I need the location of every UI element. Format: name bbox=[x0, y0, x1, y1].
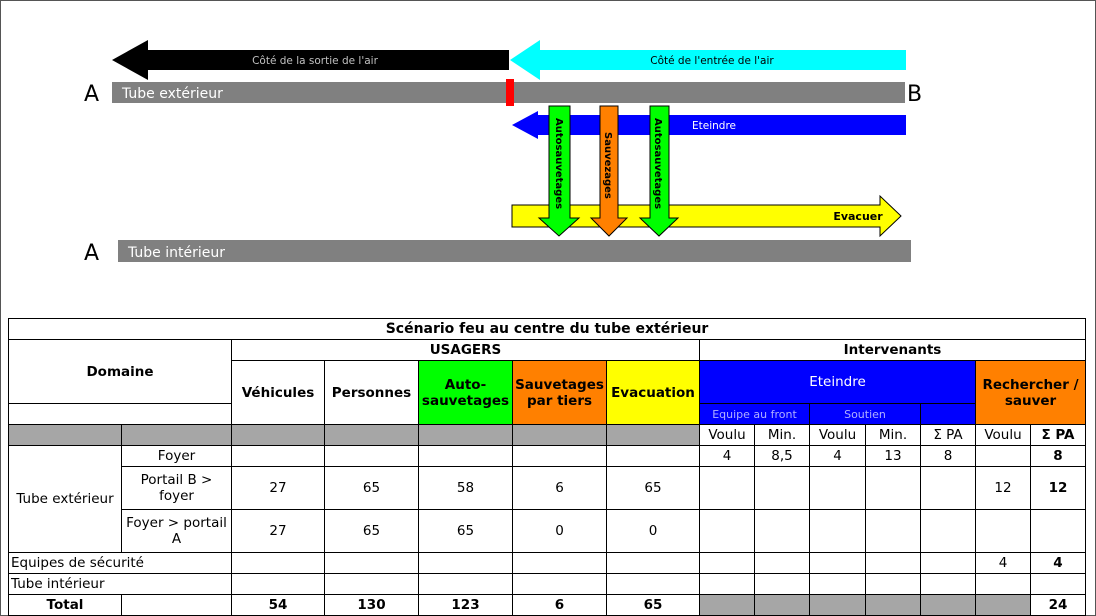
grey-cell bbox=[607, 425, 700, 446]
table-cell bbox=[866, 553, 921, 574]
table-cell bbox=[755, 574, 810, 595]
table-cell bbox=[122, 595, 232, 616]
table-cell bbox=[325, 574, 419, 595]
grey-cell bbox=[921, 595, 976, 616]
tube-exterieur-row-label: Tube extérieur bbox=[9, 446, 122, 553]
foyer-a-evac: 0 bbox=[607, 510, 700, 553]
table-cell bbox=[866, 467, 921, 510]
foyer-rs-voulu bbox=[976, 446, 1031, 467]
autosauvetage-label-1: Autosauvetages bbox=[553, 118, 564, 210]
grey-cell bbox=[325, 425, 419, 446]
portail-b-label: Portail B > foyer bbox=[122, 467, 232, 510]
grey-cell bbox=[9, 425, 122, 446]
evacuation-header: Evacuation bbox=[607, 361, 700, 425]
grey-cell bbox=[513, 425, 607, 446]
table-cell bbox=[866, 574, 921, 595]
grey-cell bbox=[700, 595, 755, 616]
table-cell bbox=[1031, 574, 1086, 595]
foyer-a-label: Foyer > portail A bbox=[122, 510, 232, 553]
total-personnes: 130 bbox=[325, 595, 419, 616]
table-cell bbox=[325, 553, 419, 574]
autosauvetages-header: Auto- sauvetages bbox=[419, 361, 513, 425]
tube-interieur-label: Tube intérieur bbox=[128, 245, 226, 261]
domaine-header: Domaine bbox=[9, 340, 232, 404]
min-header: Min. bbox=[866, 425, 921, 446]
portail-b-evac: 65 bbox=[607, 467, 700, 510]
voulu-header: Voulu bbox=[700, 425, 755, 446]
voulu-header: Voulu bbox=[976, 425, 1031, 446]
table-cell bbox=[1031, 510, 1086, 553]
table-cell bbox=[921, 574, 976, 595]
table-cell bbox=[810, 553, 866, 574]
table-cell bbox=[921, 467, 976, 510]
foyer-voulu-1: 4 bbox=[700, 446, 755, 467]
table-title: Scénario feu au centre du tube extérieur bbox=[9, 319, 1086, 340]
table-cell bbox=[232, 574, 325, 595]
eteindre-header: Eteindre bbox=[700, 361, 976, 404]
soutien-header: Soutien bbox=[810, 404, 921, 425]
foyer-min-2: 13 bbox=[866, 446, 921, 467]
personnes-header: Personnes bbox=[325, 361, 419, 425]
grey-cell bbox=[976, 595, 1031, 616]
equipes-rs: 4 bbox=[976, 553, 1031, 574]
grey-cell bbox=[122, 425, 232, 446]
grey-cell bbox=[419, 425, 513, 446]
vehicules-header: Véhicules bbox=[232, 361, 325, 425]
spa-header: Σ PA bbox=[1031, 425, 1086, 446]
foyer-spa: 8 bbox=[921, 446, 976, 467]
foyer-min-1: 8,5 bbox=[755, 446, 810, 467]
table-cell bbox=[921, 553, 976, 574]
scenario-table bbox=[8, 318, 1086, 616]
foyer-total: 8 bbox=[1031, 446, 1086, 467]
label-b: B bbox=[907, 82, 923, 107]
exit-air-label: Côté de la sortie de l'air bbox=[252, 55, 378, 67]
autosauvetage-label-2: Autosauvetages bbox=[652, 118, 663, 210]
table-cell bbox=[755, 510, 810, 553]
sauvezages-label: Sauvezages bbox=[602, 132, 613, 199]
equipe-front-header: Equipe au front bbox=[700, 404, 810, 425]
table-cell bbox=[866, 510, 921, 553]
table-cell bbox=[419, 553, 513, 574]
table-cell bbox=[976, 510, 1031, 553]
table-cell bbox=[419, 446, 513, 467]
grey-cell bbox=[755, 595, 810, 616]
table-cell bbox=[755, 467, 810, 510]
foyer-voulu-2: 4 bbox=[810, 446, 866, 467]
table-cell bbox=[513, 574, 607, 595]
foyer-a-tiers: 0 bbox=[513, 510, 607, 553]
table-cell bbox=[513, 553, 607, 574]
total-evac: 65 bbox=[607, 595, 700, 616]
grey-cell bbox=[810, 595, 866, 616]
label-a-bottom: A bbox=[84, 241, 100, 266]
table-cell bbox=[810, 510, 866, 553]
label-a-top: A bbox=[84, 82, 100, 107]
foyer-a-auto: 65 bbox=[419, 510, 513, 553]
total-sum: 24 bbox=[1031, 595, 1086, 616]
total-vehicules: 54 bbox=[232, 595, 325, 616]
spa-header: Σ PA bbox=[921, 425, 976, 446]
tunnel-diagram bbox=[0, 0, 1096, 300]
equipes-total: 4 bbox=[1031, 553, 1086, 574]
table-cell bbox=[232, 553, 325, 574]
entry-air-label: Côté de l'entrée de l'air bbox=[650, 55, 774, 67]
portail-b-personnes: 65 bbox=[325, 467, 419, 510]
foyer-a-personnes: 65 bbox=[325, 510, 419, 553]
total-auto: 123 bbox=[419, 595, 513, 616]
total-tiers: 6 bbox=[513, 595, 607, 616]
fire-marker bbox=[506, 79, 514, 106]
table-cell bbox=[325, 446, 419, 467]
domaine-spacer bbox=[9, 404, 232, 425]
min-header: Min. bbox=[755, 425, 810, 446]
tube-interieur-bar bbox=[118, 240, 911, 262]
rechercher-header: Rechercher / sauver bbox=[976, 361, 1086, 425]
table-cell bbox=[607, 446, 700, 467]
table-cell bbox=[810, 467, 866, 510]
total-label: Total bbox=[9, 595, 122, 616]
table-cell bbox=[607, 574, 700, 595]
eteindre-label: Eteindre bbox=[692, 120, 736, 132]
portail-b-auto: 58 bbox=[419, 467, 513, 510]
table-cell bbox=[921, 510, 976, 553]
equipes-label: Equipes de sécurité bbox=[9, 553, 232, 574]
usagers-header: USAGERS bbox=[232, 340, 700, 361]
portail-b-rs: 12 bbox=[976, 467, 1031, 510]
table-cell bbox=[700, 467, 755, 510]
tube-int-label: Tube intérieur bbox=[9, 574, 232, 595]
foyer-label: Foyer bbox=[122, 446, 232, 467]
portail-b-tiers: 6 bbox=[513, 467, 607, 510]
table-cell bbox=[700, 510, 755, 553]
tube-exterieur-label: Tube extérieur bbox=[122, 86, 223, 102]
table-cell bbox=[700, 574, 755, 595]
portail-b-vehicules: 27 bbox=[232, 467, 325, 510]
spa-blue-header bbox=[921, 404, 976, 425]
table-cell bbox=[700, 553, 755, 574]
table-cell bbox=[232, 446, 325, 467]
table-cell bbox=[419, 574, 513, 595]
intervenants-header: Intervenants bbox=[700, 340, 1086, 361]
grey-cell bbox=[232, 425, 325, 446]
table-cell bbox=[810, 574, 866, 595]
grey-cell bbox=[866, 595, 921, 616]
evacuer-label: Evacuer bbox=[833, 210, 883, 223]
voulu-header: Voulu bbox=[810, 425, 866, 446]
portail-b-total: 12 bbox=[1031, 467, 1086, 510]
table-cell bbox=[976, 574, 1031, 595]
foyer-a-vehicules: 27 bbox=[232, 510, 325, 553]
table-cell bbox=[755, 553, 810, 574]
table-cell bbox=[513, 446, 607, 467]
sauvetages-tiers-header: Sauvetages par tiers bbox=[513, 361, 607, 425]
table-cell bbox=[607, 553, 700, 574]
